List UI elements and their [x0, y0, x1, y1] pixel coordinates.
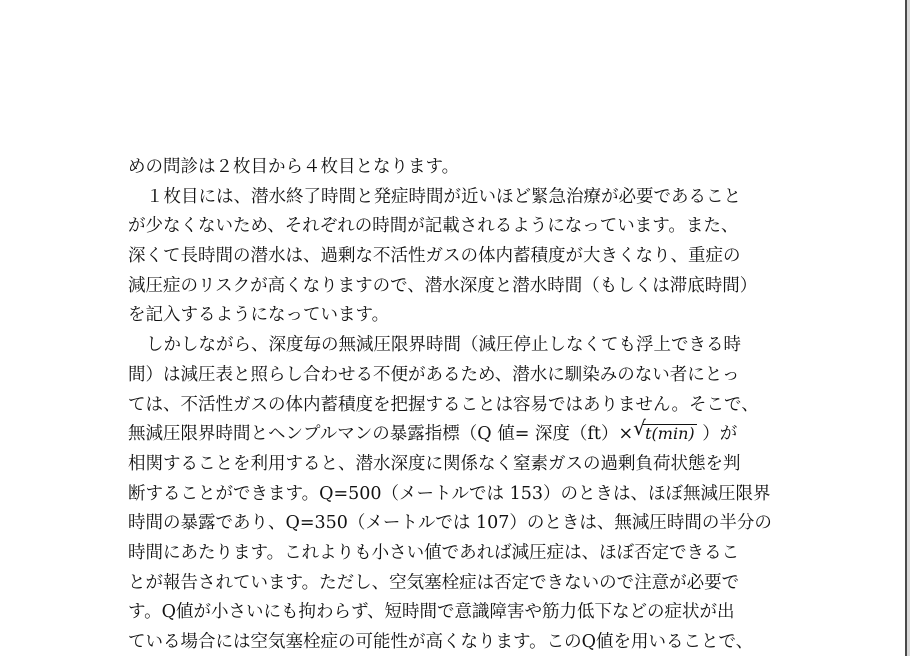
text-line: 深くて長時間の潜水は、過剰な不活性ガスの体内蓄積度が大きくなり、重症の: [128, 246, 741, 267]
sqrt-icon: √: [633, 416, 646, 441]
formula-prefix: 無減圧限界時間とヘンプルマンの暴露指標（Q 値= 深度（ft）×: [128, 424, 634, 445]
text-line: す。Q値が小さいにも拘わらず、短時間で意識障害や筋力低下などの症状が出: [128, 602, 735, 623]
text-line: 相関することを利用すると、潜水深度に関係なく窒素ガスの過剰負荷状態を判: [128, 453, 741, 474]
sqrt-expression: [633, 416, 697, 450]
text-line: ては、不活性ガスの体内蓄積度を把握することは容易ではありません。そこで、: [128, 394, 759, 415]
text-line: とが報告されています。ただし、空気塞栓症は否定できないので注意が必要で: [128, 572, 740, 593]
formula-suffix: ）が: [696, 424, 738, 445]
text-line: 減圧症のリスクが高くなりますので、潜水深度と潜水時間（もしくは滞底時間）: [128, 275, 758, 296]
text-line: 断することができます。Q=500（メートルでは 153）のときは、ほぼ無減圧限界: [128, 483, 771, 504]
text-line: 時間にあたります。これよりも小さい値であれば減圧症は、ほぼ否定できるこ: [128, 542, 740, 563]
text-line: しかしながら、深度毎の無減圧限界時間（減圧停止しなくても浮上できる時: [146, 335, 741, 356]
text-line: １枚目には、潜水終了時間と発症時間が近いほど緊急治療が必要であること: [146, 186, 741, 207]
text-line: めの問診は２枚目から４枚目となります。: [128, 157, 460, 177]
text-line: 間）は減圧表と照らし合わせる不便があるため、潜水に馴染みのない者にとっ: [128, 364, 740, 385]
text-line: ている場合には空気塞栓症の可能性が高くなります。このQ値を用いることで、: [128, 632, 754, 652]
text-line: を記入するようになっています。: [128, 305, 390, 326]
text-line: が少なくないため、それぞれの時間が記載されるようになっています。また、: [128, 216, 739, 237]
text-line: 時間の暴露であり、Q=350（メートルでは 107）のときは、無減圧時間の半分の: [128, 513, 772, 534]
sqrt-content: t(min): [645, 424, 695, 444]
document-body: [128, 153, 786, 658]
formula-line: [128, 416, 786, 450]
